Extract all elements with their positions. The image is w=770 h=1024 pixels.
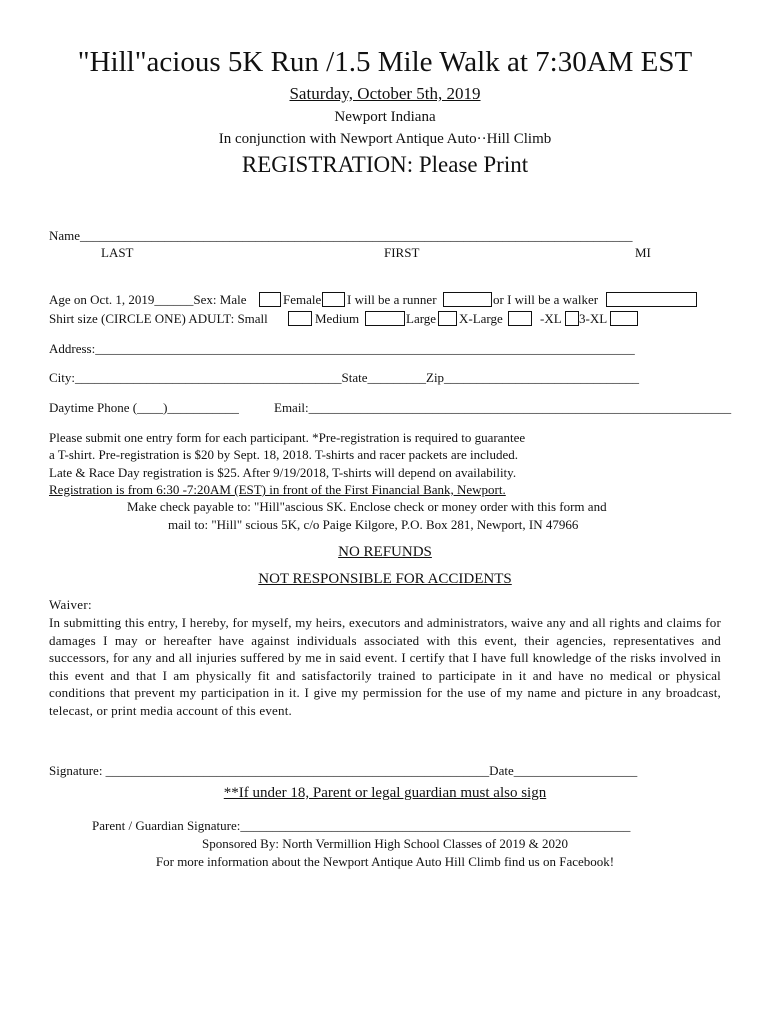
waiver-text: In submitting this entry, I hereby, for myself, my heirs, executors and administrators, waive any and all rights and claims for damages I may or hereafter have against individuals associated with this event, their agencies, representatives and successors, for any and all injuries suffered by me in said event. I certify that I have full knowledge of the risks involved in this event and that I am physically fit and satisfactorily trained to participate in it and have no medical or physical conditions that prevent my participation in it. I give my permission for the use of my name and picture in any broadcast, telecast, or print media account of this event. [49, 615, 721, 718]
walker-checkbox[interactable] [606, 292, 697, 307]
xlarge-checkbox[interactable] [508, 311, 532, 326]
runner-checkbox[interactable] [443, 292, 492, 307]
runner-label: I will be a runner [347, 292, 437, 307]
city-state-zip-field[interactable]: City:_________________________________________State_________Zip______________________________ [49, 370, 640, 385]
instruction-line: Please submit one entry form for each participant. *Pre-registration is required to guarantee [49, 430, 526, 445]
female-label: Female [283, 292, 322, 307]
signature-field[interactable]: Signature: ___________________________________________________________Date___________________ [49, 763, 638, 778]
address-field[interactable]: Address:___________________________________________________________________________________ [49, 341, 635, 356]
medium-label: Medium [315, 311, 360, 326]
no-refunds-notice: NO REFUNDS [338, 544, 432, 560]
large-checkbox[interactable] [438, 311, 457, 326]
female-checkbox[interactable] [322, 292, 345, 307]
last-name-label: LAST [101, 245, 134, 260]
walker-label: or I will be a walker [493, 292, 599, 307]
event-date: Saturday, October 5th, 2019 [289, 84, 481, 103]
instruction-line: Make check payable to: "Hill"ascious SK. Enclose check or money order with this form and [127, 499, 607, 514]
conjunction-text: In conjunction with Newport Antique Auto··Hill Climb [218, 131, 552, 147]
xxl-checkbox[interactable] [565, 311, 579, 326]
phone-field[interactable]: Daytime Phone (____)___________ [49, 400, 239, 415]
guardian-note: **If under 18, Parent or legal guardian must also sign [223, 785, 547, 801]
xxxl-label: 3-XL [579, 311, 608, 326]
name-field[interactable]: Name_____________________________________________________________________________________ [49, 228, 633, 243]
sponsor-text: Sponsored By: North Vermillion High School Classes of 2019 & 2020 [202, 836, 568, 851]
male-checkbox[interactable] [259, 292, 281, 307]
event-location: Newport Indiana [334, 109, 436, 125]
large-label: Large [406, 311, 437, 326]
not-responsible-notice: NOT RESPONSIBLE FOR ACCIDENTS [258, 571, 512, 587]
instruction-line: a T-shirt. Pre-registration is $20 by Sept. 18, 2018. T-shirts and racer packets are included. [49, 447, 518, 462]
instruction-line: mail to: "Hill" scious 5K, c/o Paige Kilgore, P.O. Box 281, Newport, IN 47966 [168, 517, 579, 532]
registration-heading: REGISTRATION: Please Print [241, 152, 529, 177]
xxl-label: -XL [540, 311, 562, 326]
xxxl-checkbox[interactable] [610, 311, 638, 326]
xlarge-label: X-Large [459, 311, 503, 326]
event-title: "Hill"acious 5K Run /1.5 Mile Walk at 7:30AM EST [77, 46, 693, 78]
first-name-label: FIRST [384, 245, 420, 260]
small-checkbox[interactable] [288, 311, 312, 326]
middle-initial-label: MI [635, 245, 651, 260]
age-sex-label: Age on Oct. 1, 2019______Sex: Male [49, 292, 247, 307]
guardian-signature-field[interactable]: Parent / Guardian Signature:____________________________________________________________ [92, 818, 631, 833]
facebook-text: For more information about the Newport Antique Auto Hill Climb find us on Facebook! [155, 854, 615, 869]
waiver-title: Waiver: [49, 597, 92, 612]
medium-checkbox[interactable] [365, 311, 405, 326]
email-field[interactable]: Email:_________________________________________________________________ [274, 400, 732, 415]
shirt-size-label: Shirt size (CIRCLE ONE) ADULT: Small [49, 311, 268, 326]
instruction-line: Late & Race Day registration is $25. After 9/19/2018, T-shirts will depend on availability. [49, 465, 517, 480]
instruction-line: Registration is from 6:30 -7:20AM (EST) in front of the First Financial Bank, Newport. [49, 482, 506, 497]
